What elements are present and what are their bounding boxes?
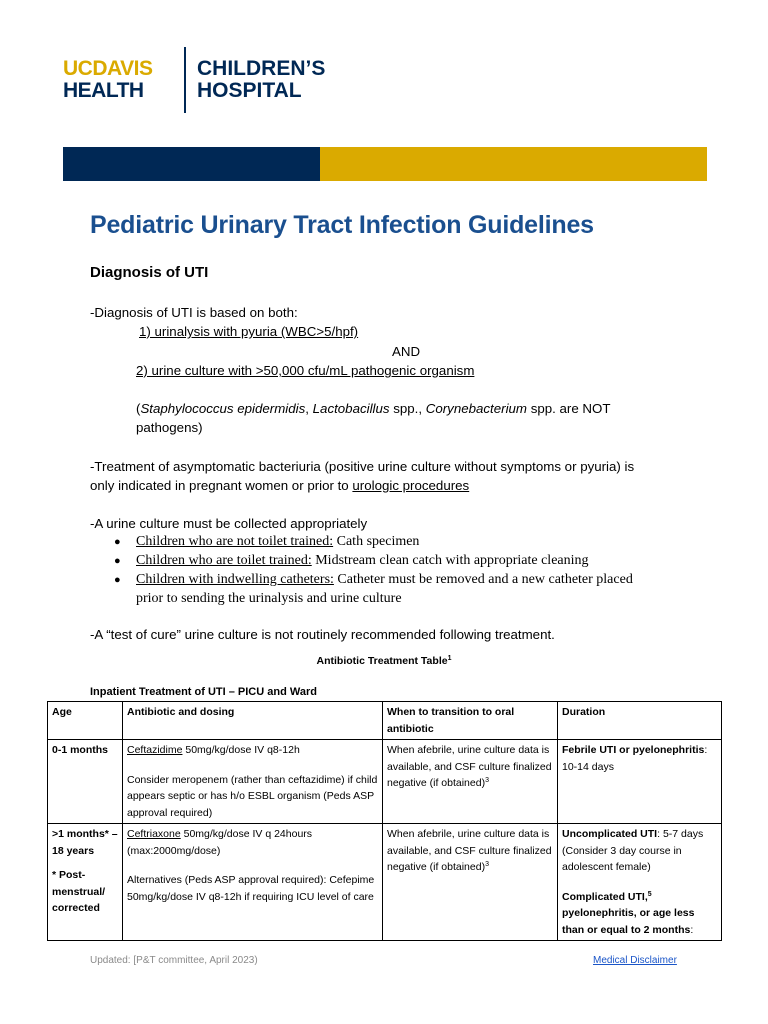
row1-age: 0-1 months	[48, 740, 123, 824]
logo-divider	[184, 47, 186, 113]
header-antibiotic: Antibiotic and dosing	[123, 702, 383, 740]
header-transition: When to transition to oral antibiotic	[383, 702, 558, 740]
diagnosis-and: AND	[392, 344, 421, 359]
urologic-procedures-link[interactable]: urologic procedures	[352, 478, 470, 493]
collection-item-continuation: prior to sending the urinalysis and urine culture	[136, 591, 402, 606]
row2-transition: When afebrile, urine culture data is available, and CSF culture finalized negative (if obtained)$^3$	[383, 824, 558, 941]
row1-antibiotic: Ceftazidime 50mg/kg/dose IV q8-12h Consider meropenem (rather than ceftazidime) if child appears septic or has h/o ESBL organism (Peds ASP approval required)	[123, 740, 383, 824]
non-pathogen-note: (Staphylococcus epidermidis, Lactobacillus spp., Corynebacterium spp. are NOT	[136, 401, 611, 416]
row2-antibiotic: Ceftriaxone 50mg/kg/dose IV q 24hours (max:2000mg/dose) Alternatives (Peds ASP approval required): Cefepime 50mg/kg/dose IV q8-12h if requiring ICU level of care	[123, 824, 383, 941]
logo-childrens: CHILDREN’S	[197, 57, 326, 80]
header-age: Age	[48, 702, 123, 740]
section-heading: Diagnosis of UTI	[90, 264, 209, 281]
childrens-hospital-wordmark	[197, 58, 325, 102]
logo-hospital: HOSPITAL	[197, 79, 302, 102]
table-caption: Inpatient Treatment of UTI – PICU and Ward	[90, 686, 317, 698]
header-bar-gold	[320, 147, 707, 181]
table-title: Antibiotic Treatment Table$^1$	[316, 655, 452, 667]
updated-note: Updated: [P&T committee, April 2023)	[90, 955, 258, 966]
collection-item: Children with indwelling catheters: Catheter must be removed and a new catheter placed	[136, 572, 633, 587]
ucdavis-health-wordmark	[63, 58, 152, 102]
medical-disclaimer-link[interactable]: Medical Disclaimer	[593, 955, 677, 966]
logo-uc: UC	[63, 57, 93, 80]
page-title: Pediatric Urinary Tract Infection Guidelines	[90, 211, 594, 239]
ceftazidime-link[interactable]: Ceftazidime	[127, 744, 183, 756]
non-pathogen-note-line2: pathogens)	[136, 420, 203, 435]
row2-duration: Uncomplicated UTI: 5-7 days (Consider 3 day course in adolescent female) Complicated UTI,$^5$ pyelonephritis, or age less than or equal to 2 months:	[558, 824, 722, 941]
diagnosis-criterion-1: 1) urinalysis with pyuria (WBC>5/hpf)	[139, 324, 359, 339]
test-of-cure-note: -A “test of cure” urine culture is not routinely recommended following treatment.	[90, 627, 555, 642]
table-row	[48, 824, 722, 941]
diagnosis-intro: -Diagnosis of UTI is based on both:	[90, 305, 298, 320]
asymptomatic-line2: only indicated in pregnant women or prior to urologic procedures	[90, 478, 470, 493]
bullet-icon: ●	[114, 555, 121, 567]
bullet-icon: ●	[114, 574, 121, 586]
header-duration: Duration	[558, 702, 722, 740]
diagnosis-criterion-2: 2) urine culture with >50,000 cfu/mL pathogenic organism	[136, 363, 475, 378]
antibiotic-treatment-table	[47, 701, 722, 941]
collection-item: Children who are not toilet trained: Cath specimen	[136, 534, 420, 549]
logo-health: HEALTH	[63, 79, 144, 102]
table-header-row	[48, 702, 722, 740]
bullet-icon: ●	[114, 536, 121, 548]
asymptomatic-line1: -Treatment of asymptomatic bacteriuria (positive urine culture without symptoms or pyuria) is	[90, 459, 635, 474]
collection-item: Children who are toilet trained: Midstream clean catch with appropriate cleaning	[136, 553, 589, 568]
row1-duration: Febrile UTI or pyelonephritis: 10-14 days	[558, 740, 722, 824]
header-bar-blue	[63, 147, 320, 181]
row2-age: >1 months* – 18 years * Post-menstrual/ corrected	[48, 824, 123, 941]
table-row	[48, 740, 722, 824]
collection-intro: -A urine culture must be collected appropriately	[90, 516, 368, 531]
ceftriaxone-link[interactable]: Ceftriaxone	[127, 828, 181, 840]
row1-transition: When afebrile, urine culture data is available, and CSF culture finalized negative (if obtained)$^3$	[383, 740, 558, 824]
logo-davis: DAVIS	[92, 57, 153, 80]
